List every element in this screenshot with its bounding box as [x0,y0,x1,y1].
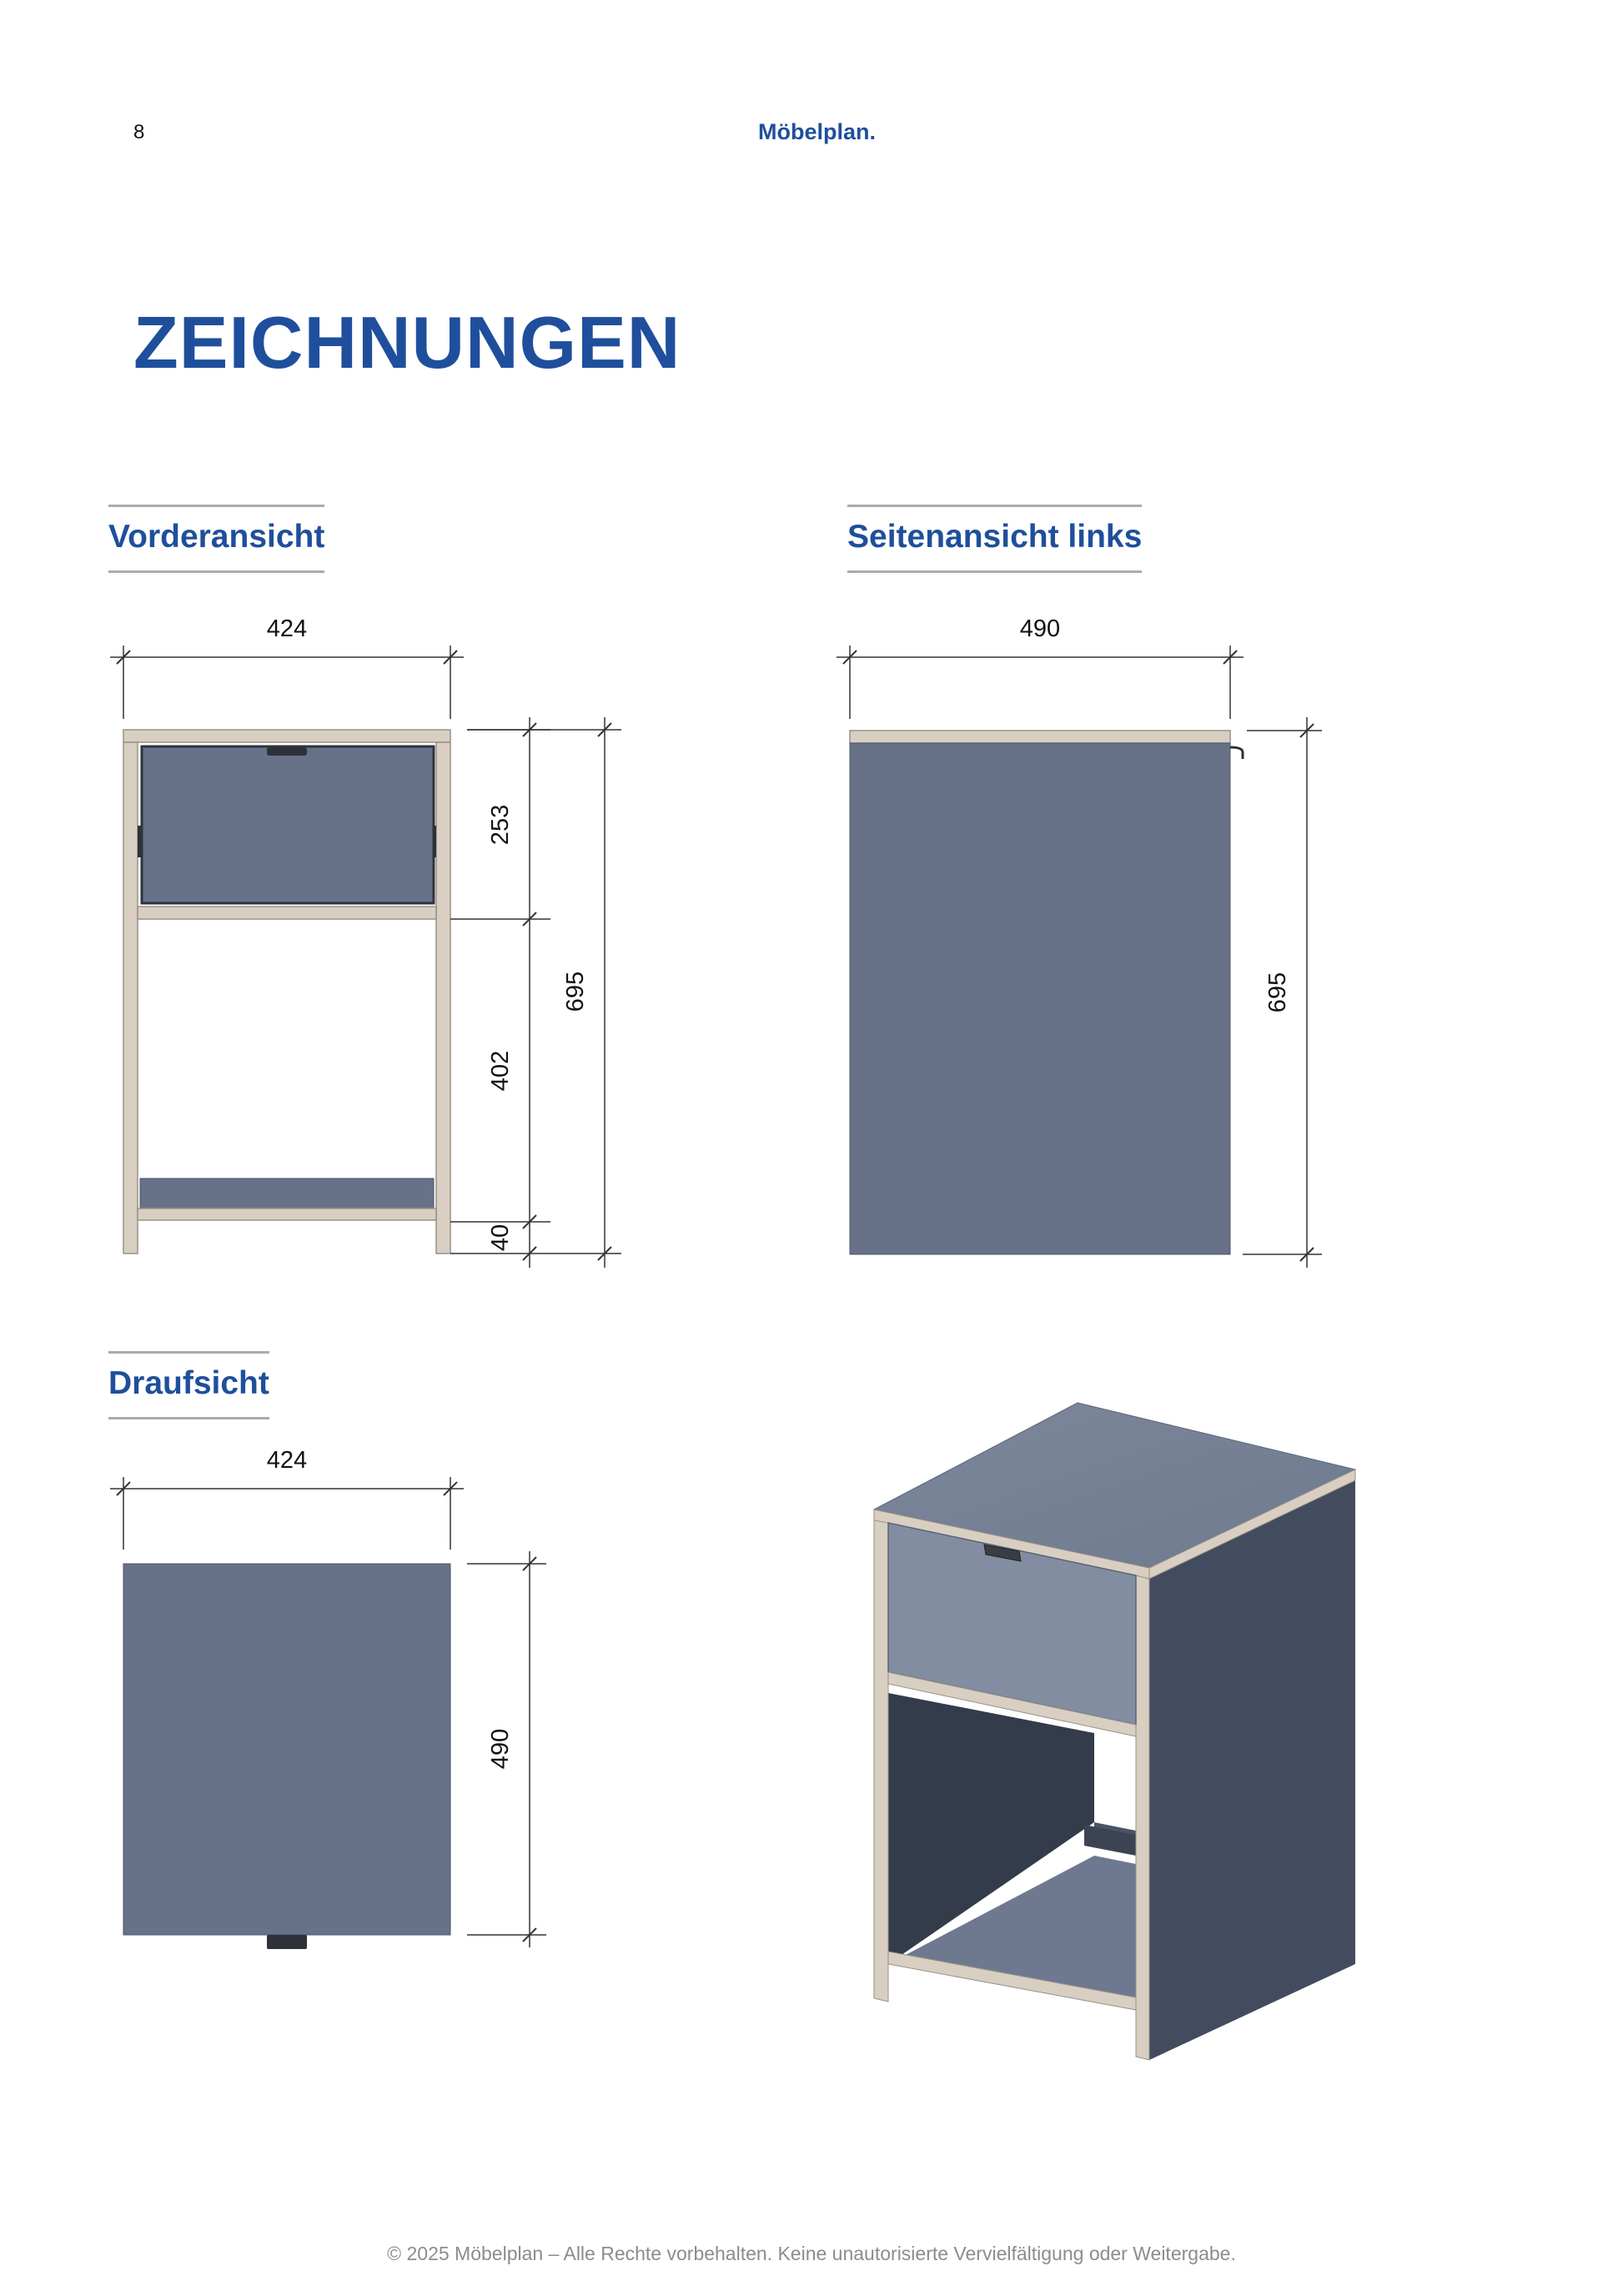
side-view-heading: Seitenansicht links [847,505,1142,573]
front-open-height-label: 402 [487,1050,514,1092]
side-view-drawing [837,615,1322,1268]
front-drawer-height-label: 253 [487,804,514,846]
perspective-view-drawing [874,1403,1355,2060]
top-view-handle-icon [267,1935,307,1949]
top-view-heading: Draufsicht [108,1351,269,1419]
front-plinth-height-label: 40 [487,1223,514,1252]
top-width-label: 424 [266,1447,308,1474]
side-depth-label: 490 [1019,615,1061,642]
drawer-handle-icon [267,747,307,756]
side-total-height-label: 695 [1264,972,1291,1013]
top-view-drawing [110,1447,546,1949]
footer-copyright: © 2025 Möbelplan – Alle Rechte vorbehalten. Keine unautorisierte Vervielfältigung oder Weitergabe. [387,2243,1236,2264]
front-view-heading: Vorderansicht [108,505,324,573]
page-title: ZEICHNUNGEN [133,301,681,384]
page-number: 8 [133,121,145,143]
front-width-label: 424 [266,615,308,642]
handle-profile-icon [1230,747,1243,759]
front-view-drawing [110,615,621,1268]
top-depth-label: 490 [487,1728,514,1770]
front-total-height-label: 695 [562,971,589,1012]
brand-logo: Möbelplan. [758,119,876,144]
